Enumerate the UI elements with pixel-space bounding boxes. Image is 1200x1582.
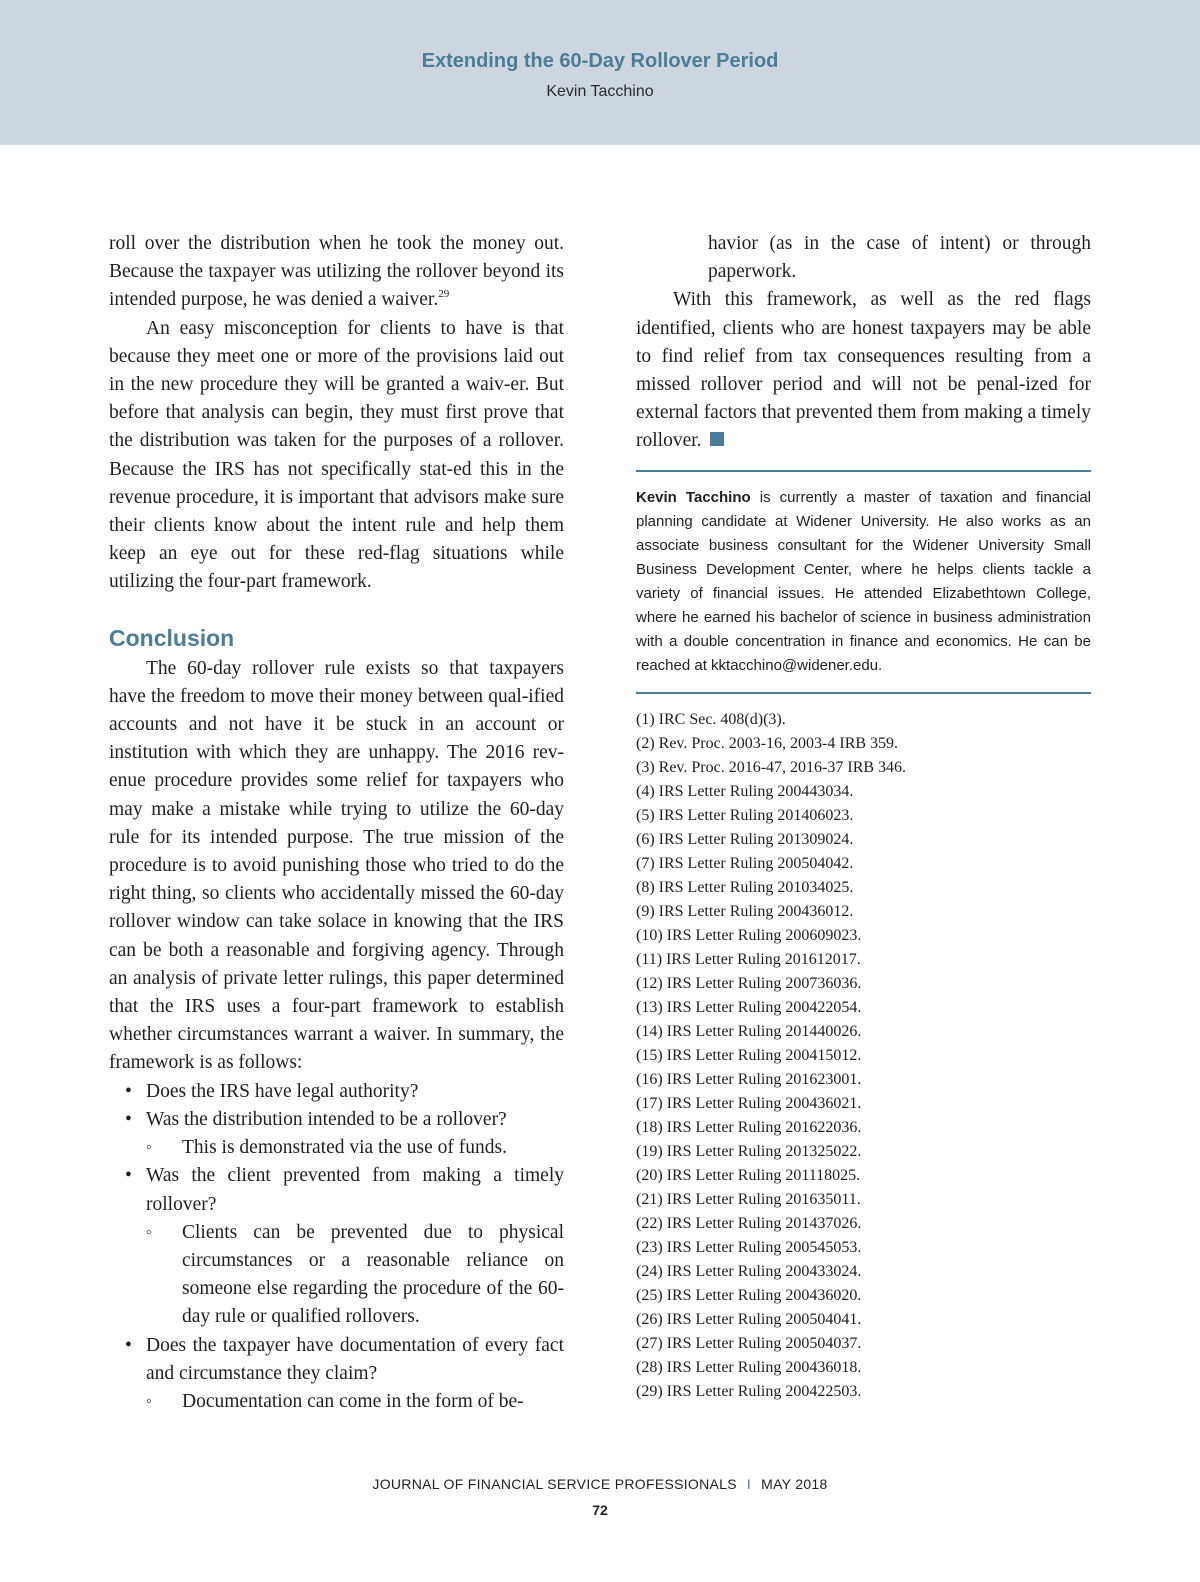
endnote-item: (19) IRS Letter Ruling 201325022.	[636, 1142, 862, 1160]
sub-bullet-marker: ◦	[146, 1392, 152, 1410]
sub-list	[146, 1388, 564, 1416]
endnote-item: (3) Rev. Proc. 2016-47, 2016-37 IRB 346.	[636, 758, 907, 776]
endnote-item: (26) IRS Letter Ruling 200504041.	[636, 1310, 862, 1328]
issue-date: MAY 2018	[761, 1476, 828, 1492]
endnote-item: (16) IRS Letter Ruling 201623001.	[636, 1070, 862, 1088]
endnote-item: (11) IRS Letter Ruling 201612017.	[636, 950, 861, 968]
endnote-item: (14) IRS Letter Ruling 201440026.	[636, 1022, 862, 1040]
endnote-item: (4) IRS Letter Ruling 200443034.	[636, 782, 854, 800]
paragraph-final	[636, 286, 1091, 455]
sub-list-item-text: Documentation can come in the form of be-	[182, 1390, 524, 1412]
endnote-item: (17) IRS Letter Ruling 200436021.	[636, 1094, 862, 1112]
endnote-item: (10) IRS Letter Ruling 200609023.	[636, 926, 862, 944]
endnote-item: (21) IRS Letter Ruling 201635011.	[636, 1190, 861, 1208]
paragraph-conclusion: The 60-day rollover rule exists so that taxpayers have the freedom to move their money between qual-ified accounts and not have it be stuck in an account or institution with which they are unhappy. The 2016 rev-enue procedure provides some relief for taxpayers who may make a mistake while trying to utilize the 60-day rule for its intended purpose. The true mission of the procedure is to avoid punishing those who tried to do the right thing, so clients who accidentally missed the 60-day rollover window can take solace in knowing that the IRS can be both a reasonable and forgiving agency. Through an analysis of private letter rulings, this paper determined that the IRS uses a four-part framework to establish whether circumstances warrant a waiver. In summary, the framework is as follows:	[109, 657, 564, 1074]
journal-name: JOURNAL OF FINANCIAL SERVICE PROFESSIONALS	[372, 1476, 737, 1492]
sub-list-item	[146, 1388, 564, 1416]
sub-list-item-text: This is demonstrated via the use of funds.	[182, 1137, 507, 1159]
list-item-text: Does the IRS have legal authority?	[146, 1080, 419, 1102]
endnote-item: (1) IRC Sec. 408(d)(3).	[636, 710, 786, 728]
endnote-item: (5) IRS Letter Ruling 201406023.	[636, 806, 854, 824]
footer-journal	[0, 1476, 1200, 1492]
divider-bottom	[636, 692, 1091, 694]
endnote-item: (28) IRS Letter Ruling 200436018.	[636, 1358, 862, 1376]
endnote-item: (12) IRS Letter Ruling 200736036.	[636, 974, 862, 992]
endnote-item: (25) IRS Letter Ruling 200436020.	[636, 1286, 862, 1304]
list-item	[109, 1162, 564, 1331]
page-number: 72	[592, 1502, 608, 1518]
endnote-item: (15) IRS Letter Ruling 200415012.	[636, 1046, 862, 1064]
endnote-item: (9) IRS Letter Ruling 200436012.	[636, 902, 854, 920]
framework-list	[109, 1078, 564, 1416]
endnote-item: (27) IRS Letter Ruling 200504037.	[636, 1334, 862, 1352]
footer-separator: I	[746, 1476, 752, 1492]
paragraph-1-text: roll over the distribution when he took the money out. Because the taxpayer was utilizing the rollover beyond its intended purpose, he was denied a waiver.	[109, 233, 564, 311]
sub-bullet-marker: ◦	[146, 1139, 152, 1157]
list-item-text: Was the client prevented from making a timely rollover?	[146, 1165, 564, 1215]
sub-list	[146, 1134, 564, 1162]
sub-list-item	[146, 1219, 564, 1332]
endnote-item: (18) IRS Letter Ruling 201622036.	[636, 1118, 862, 1136]
footnote-ref-29: 29	[438, 288, 450, 301]
endnote-item: (23) IRS Letter Ruling 200545053.	[636, 1238, 862, 1256]
sub-bullet-marker: ◦	[146, 1223, 152, 1241]
author-bio	[636, 486, 1091, 678]
paragraph-2: An easy misconception for clients to have is that because they meet one or more of the provisions laid out in the new procedure they will be granted a waiv-er. But before that analysis can begin, they must first prove that the distribution was taken for the purposes of a rollover. Because the IRS has not specifically stat-ed this in the revenue procedure, it is important that advisors make sure their clients know about the intent rule and help them keep an eye out for these red-flag situations while utilizing the four-part framework.	[109, 317, 564, 593]
paragraph-final-text: With this framework, as well as the red flags identified, clients who are honest taxpayers may be able to find relief from tax consequences resulting from a missed rollover period and will not be penal-ized for external factors that prevented them from making a timely rollover.	[636, 289, 1091, 452]
divider-top	[636, 470, 1091, 472]
bullet-marker: •	[125, 1334, 132, 1356]
list-item	[109, 1106, 564, 1162]
endnote-item: (13) IRS Letter Ruling 200422054.	[636, 998, 862, 1016]
bullet-marker: •	[125, 1108, 132, 1130]
endnote-item: (24) IRS Letter Ruling 200433024.	[636, 1262, 862, 1280]
endnote-item: (2) Rev. Proc. 2003-16, 2003-4 IRB 359.	[636, 734, 899, 752]
list-item-text: Does the taxpayer have documentation of every fact and circumstance they claim?	[146, 1334, 564, 1384]
endnote-item: (6) IRS Letter Ruling 201309024.	[636, 830, 854, 848]
endnotes-list	[636, 708, 1091, 1404]
author-bio-text: is currently a master of taxation and financial planning candidate at Widener University. He also works as an associate business consultant for the Widener University Small Business Development Center, where he helps clients tackle a variety of financial issues. He attended Elizabethtown College, where he earned his bachelor of science in business administration with a double concentration in finance and economics. He can be reached at kktacchino@widener.edu.	[636, 488, 1092, 674]
right-column	[636, 230, 1091, 1404]
author-bio-name: Kevin Tacchino	[636, 488, 751, 506]
section-heading-conclusion: Conclusion	[109, 624, 235, 651]
list-item	[109, 1078, 564, 1106]
sub-list	[146, 1219, 564, 1332]
endnote-item: (20) IRS Letter Ruling 201118025.	[636, 1166, 861, 1184]
paragraph-1	[109, 230, 564, 315]
left-column	[109, 230, 564, 1416]
article-title: Extending the 60-Day Rollover Period	[421, 50, 779, 72]
sub-list-item	[146, 1134, 564, 1162]
list-item	[109, 1332, 564, 1417]
endnote-item: (29) IRS Letter Ruling 200422503.	[636, 1382, 862, 1400]
bullet-marker: •	[125, 1165, 132, 1187]
list-item-text: Was the distribution intended to be a rollover?	[146, 1108, 507, 1130]
article-author: Kevin Tacchino	[546, 83, 654, 100]
endnote-item: (8) IRS Letter Ruling 201034025.	[636, 878, 854, 896]
list-continuation: havior (as in the case of intent) or through paperwork.	[708, 233, 1091, 283]
sub-list-item-text: Clients can be prevented due to physical circumstances or a reasonable reliance on someone else regarding the procedure of the 60-day rule or qualified rollovers.	[182, 1221, 564, 1328]
end-mark-icon	[710, 432, 724, 446]
endnote-item: (22) IRS Letter Ruling 201437026.	[636, 1214, 862, 1232]
endnote-item: (7) IRS Letter Ruling 200504042.	[636, 854, 854, 872]
bullet-marker: •	[125, 1080, 132, 1102]
running-header	[0, 0, 1200, 145]
